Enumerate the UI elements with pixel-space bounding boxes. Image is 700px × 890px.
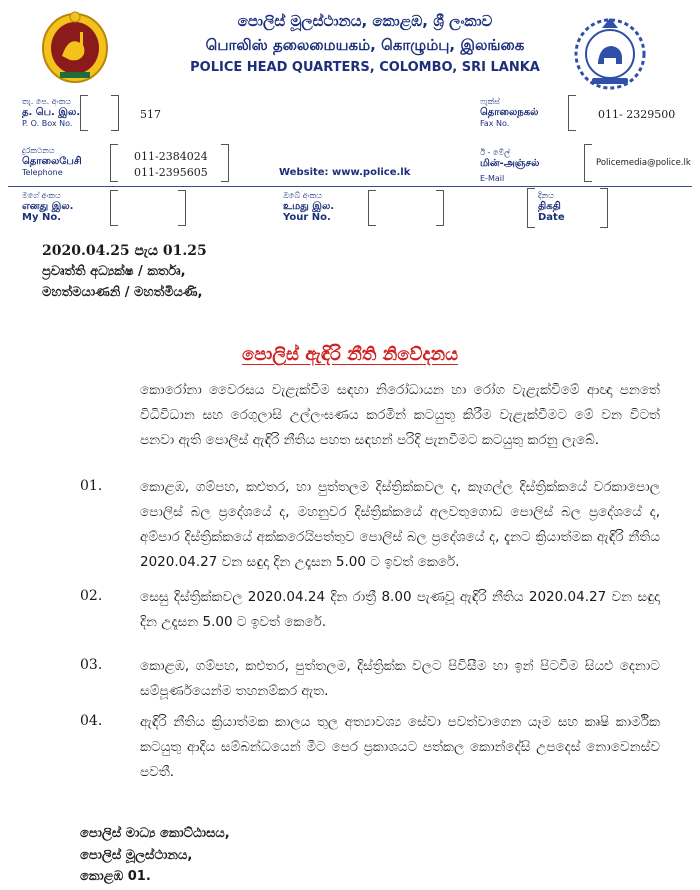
your-no-label: ඔබේ අංකය உமது இல. Your No.: [283, 191, 335, 223]
police-emblem-icon: [570, 12, 650, 92]
telephone-value-2: 011-2395605: [134, 166, 208, 179]
fax-value: 011- 2329500: [598, 108, 676, 121]
telephone-label: දුරකථනය தொலைபேசி Telephone: [22, 146, 82, 177]
pobox-label: තැ. පෙ. අංකය த. பெ. இல. P. O. Box No.: [22, 97, 81, 128]
header-divider: [8, 186, 692, 187]
bracket-left: [368, 190, 376, 226]
bracket-left: [527, 188, 535, 228]
notice-title: පොලිස් ඇඳිරි නීති නිවේදනය: [241, 344, 459, 365]
signature-line-3: කොළඹ 01.: [80, 869, 151, 884]
item-text: සෙසු දිස්ත්‍රික්කවල 2020.04.24 දින රාත්‍රී 8.00 පැණවූ ඇඳිරි නීතිය 2020.04.27 වන සඳුදා දින උදෑසන 5.00 ට ඉවත් කෙරේ.: [140, 589, 660, 630]
bracket-right: [600, 188, 608, 228]
item-text: ඇඳිරි නීතිය ක්‍රියාත්මක කාලය තුල අත්‍යාවශ්‍ය සේවා පවත්වාගෙන යෑම සහ කෘෂි කාර්මික කටයුතු ආදිය සම්බන්ධයෙන් මීට පෙර ප්‍රකාශයට පත්කල කොන්දේසි උපදෙස් නොවෙනස්ව පවතී.: [140, 714, 660, 780]
bracket-left: [568, 95, 576, 131]
my-no-label: මගේ අංකය எனது இல. My No.: [22, 191, 74, 223]
bracket-left: [110, 144, 118, 182]
header-title-tamil: பொலிஸ் தலைமையகம், கொழும்பு, இலங்கை: [205, 36, 525, 54]
email-value: Policemedia@police.lk: [596, 158, 691, 168]
header-title-english: POLICE HEAD QUARTERS, COLOMBO, SRI LANKA: [190, 60, 540, 75]
telephone-value-1: 011-2384024: [134, 150, 208, 163]
email-label: ඊ - මේල් மின்-அஞ்சல் E-Mail: [480, 148, 540, 183]
item-text: කොළඹ, ගම්පහ, කළුතර, හා පුත්තලම දිස්ත්‍රික්කවල ද, කෑගල්ල දිස්ත්‍රික්කයේ වරකාපොල පොලිස් බල ප්‍රදේශයේ ද, මහනුවර දිස්ත්‍රික්කයේ අලවතුගොඩ පොලිස් බල ප්‍රදේශයේ ද, අම්පාර දිස්ත්‍රික්කයේ අක්කරෙයිපත්තුව පොලිස් බල ප්‍රදේශයේ ද, දැනට ක්‍රියාත්මක ඇඳිරි නීතිය 2020.04.27 වන සඳුදා දින උදෑසන 5.00 ට ඉවත් කෙරේ.: [140, 479, 660, 570]
pobox-value: 517: [140, 108, 161, 121]
signature-line-2: පොලිස් මූලස්ථානය,: [80, 848, 193, 863]
item-number: 03.: [80, 657, 103, 673]
fax-label: ෆැක්ස් தொலைநகல் Fax No.: [480, 97, 539, 128]
intro-paragraph: කොරෝනා වෛරසය වැළැක්වීම සඳහා නිරෝධායන හා රෝග වැළැක්වීමේ ආඥා පනතේ විධිවිධාන සහ රෙගුලාසි උල්ලංඝණය කරමින් කටයුතු කිරීම වැළැක්වීමට මේ වන විටත් පනවා ඇති පොලිස් ඇඳිරි නීතිය පහත සඳහන් පරිදි පැනවීමට කටයුතු කරනු ලැබේ.: [140, 382, 660, 448]
bracket-left: [80, 95, 88, 131]
signature-line-1: පොලිස් මාධ්‍ය කොට්ඨාසය,: [80, 826, 230, 841]
bracket-right: [436, 190, 444, 226]
item-text: කොළඹ, ගම්පහ, කළුතර, පුත්තලම, දිස්ත්‍රික්ක වලට පිවිසීම හා ඉන් පිටවීම සියළු දෙනාට සම්පූර්ණයෙන්ම තහනම්කර ඇත.: [140, 658, 660, 699]
bracket-right: [221, 144, 229, 182]
bracket-left: [584, 144, 592, 182]
item-number: 04.: [80, 713, 103, 729]
website-text: Website: www.police.lk: [279, 167, 411, 178]
bracket-right: [111, 95, 119, 131]
item-number: 01.: [80, 478, 103, 494]
header-title-sinhala: පොලිස් මූලස්ථානය, කොළඹ, ශ්‍රී ලංකාව: [237, 12, 493, 30]
item-number: 02.: [80, 588, 103, 604]
date-label: දිනය திகதி Date: [538, 191, 565, 223]
letter-datetime: 2020.04.25 පැය 01.25: [42, 243, 207, 259]
addressee-line-2: මහත්මයාණනි / මහත්මියණි,: [42, 285, 203, 300]
bracket-left: [110, 190, 118, 226]
addressee-line-1: ප්‍රවෘත්ති අධ්‍යක්ෂ / කර්තෘ,: [42, 264, 186, 279]
bracket-right: [178, 190, 186, 226]
